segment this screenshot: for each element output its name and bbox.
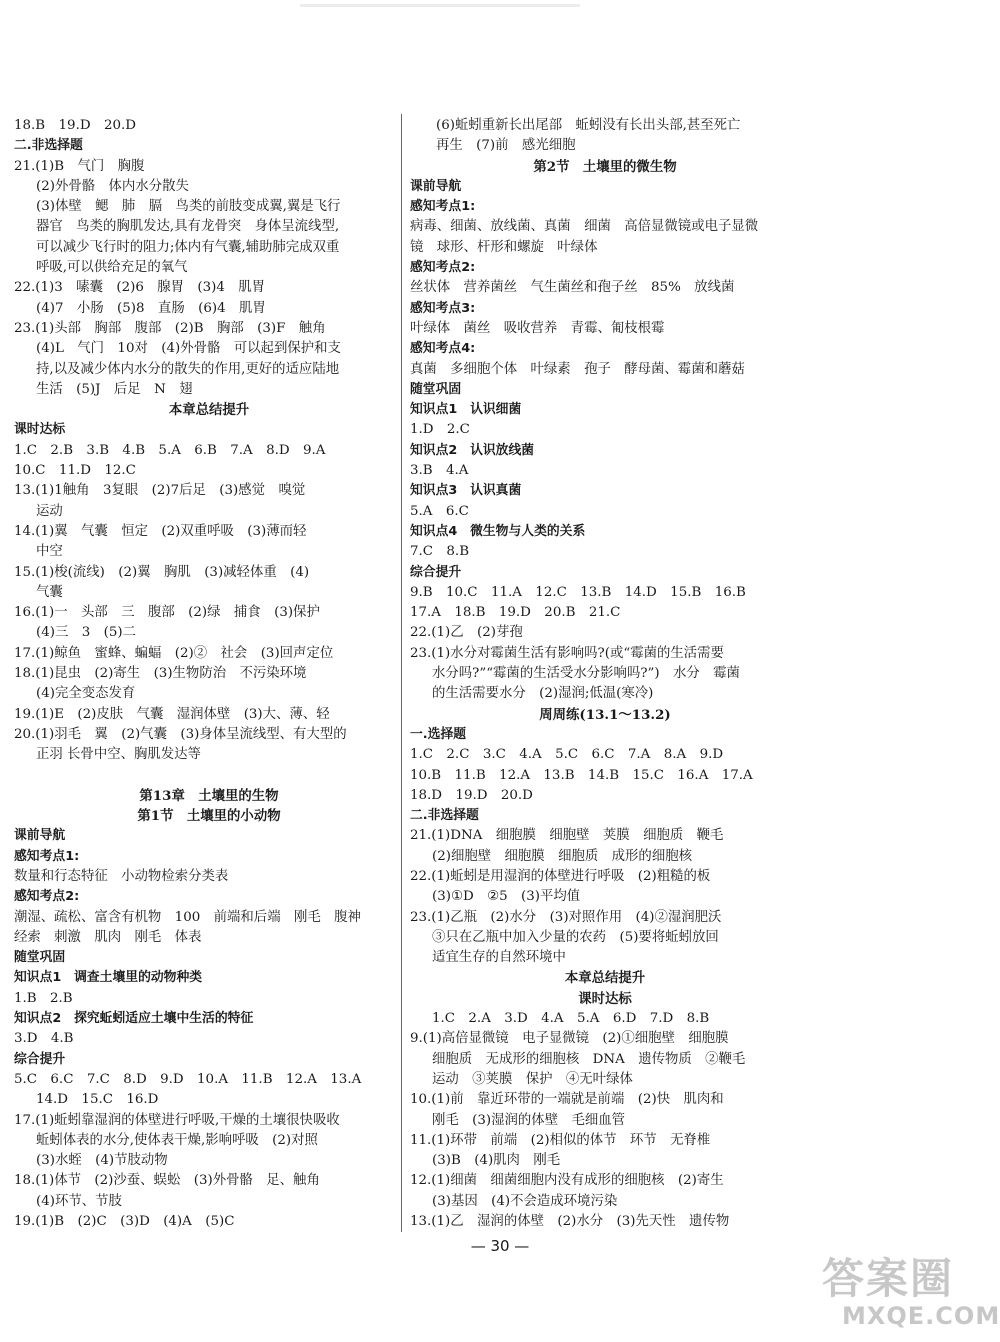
text-line: 9.(1)高倍显微镜 电子显微镜 (2)①细胞壁 细胞膜 <box>410 1031 729 1047</box>
text-line: 17.(1)鲸鱼 蜜蜂、蝙蝠 (2)② 社会 (3)回声定位 <box>14 645 334 661</box>
left-column <box>14 116 404 1232</box>
text-line: 水分吗?”“霉菌的生活受水分影响吗?”) 水分 霉菌 <box>432 666 740 682</box>
text-line: 14.D 15.C 16.D <box>36 1092 159 1108</box>
text-line: 23.(1)水分对霉菌生活有影响吗?(或“霉菌的生活需要 <box>410 645 724 661</box>
text-line: 随堂巩固 <box>14 950 66 966</box>
text-line: 10.C 11.D 12.C <box>14 463 136 479</box>
text-line: 正羽 长骨中空、胸肌发达等 <box>36 747 201 763</box>
text-line: 感知考点4: <box>410 341 476 357</box>
text-line: 生活 (5)J 后足 N 翅 <box>36 381 193 397</box>
text-line: 气囊 <box>36 584 63 600</box>
text-line: 数量和行态特征 小动物检索分类表 <box>14 868 229 884</box>
text-line: 18.(1)昆虫 (2)寄生 (3)生物防治 不污染环境 <box>14 666 307 682</box>
text-line: 课前导航 <box>14 828 66 844</box>
text-line: 3.D 4.B <box>14 1031 74 1047</box>
text-line: 17.A 18.B 19.D 20.B 21.C <box>410 605 621 621</box>
text-line: 18.D 19.D 20.D <box>410 787 533 803</box>
text-line: 5.C 6.C 7.C 8.D 9.D 10.A 11.B 12.A 13.A <box>14 1071 362 1087</box>
text-line: 知识点4 微生物与人类的关系 <box>410 523 586 539</box>
text-line: 随堂巩固 <box>410 381 462 397</box>
text-line: 17.(1)蚯蚓靠湿润的体壁进行呼吸,干燥的土壤很快吸收 <box>14 1112 340 1128</box>
watermark-sub-text: MXQE.COM <box>842 1302 1000 1330</box>
text-line: 感知考点3: <box>410 300 476 316</box>
text-line: (4)7 小肠 (5)8 直肠 (6)4 肌胃 <box>36 300 266 316</box>
text-line: 11.(1)环带 前端 (2)相似的体节 环节 无脊椎 <box>410 1132 711 1148</box>
text-line: (2)细胞壁 细胞膜 细胞质 成形的细胞核 <box>432 848 692 864</box>
text-line: 感知考点2: <box>14 889 80 905</box>
text-line: (4)完全变态发育 <box>36 686 136 702</box>
text-line: 潮湿、疏松、富含有机物 100 前端和后端 刚毛 腹神 <box>14 909 361 925</box>
watermark-main-text: 答案圈 <box>822 1254 955 1303</box>
text-line: 1.D 2.C <box>410 422 470 438</box>
text-line: 13.(1)乙 湿润的体壁 (2)水分 (3)先天性 遗传物 <box>410 1214 730 1230</box>
text-line: 18.B 19.D 20.D <box>14 118 136 133</box>
right-column <box>410 116 800 1232</box>
text-line: 呼吸,可以供给充足的氧气 <box>36 260 188 276</box>
text-line: 22.(1)蚯蚓是用湿润的体壁进行呼吸 (2)粗糙的板 <box>410 868 711 884</box>
text-line: 再生 (7)前 感光细胞 <box>436 138 576 154</box>
text-line: 叶绿体 菌丝 吸收营养 青霉、匍枝根霉 <box>410 320 665 336</box>
text-line: 知识点3 认识真菌 <box>410 483 522 499</box>
text-line: 中空 <box>36 544 63 560</box>
text-line: (3)①D ②5 (3)平均值 <box>432 889 581 905</box>
text-line: 器官 鸟类的胸肌发达,具有龙骨突 身体呈流线型, <box>36 219 340 235</box>
text-line: 第2节 土壤里的微生物 <box>533 158 677 175</box>
text-line: 适宜生存的自然环境中 <box>432 950 566 966</box>
text-line: 第13章 土壤里的生物 <box>139 787 279 804</box>
text-line: 22.(1)乙 (2)芽孢 <box>410 625 523 641</box>
text-line: 10.B 11.B 12.A 13.B 14.B 15.C 16.A 17.A <box>410 767 753 783</box>
text-line: 1.C 2.C 3.C 4.A 5.C 6.C 7.A 8.A 9.D <box>410 747 724 763</box>
text-line: 19.(1)B (2)C (3)D (4)A (5)C <box>14 1214 235 1230</box>
text-line: 21.(1)DNA 细胞膜 细胞壁 荚膜 细胞质 鞭毛 <box>410 828 724 844</box>
text-line: 16.(1)一 头部 三 腹部 (2)绿 捕食 (3)保护 <box>14 605 320 621</box>
text-line: 10.(1)前 靠近环带的一端就是前端 (2)快 肌肉和 <box>410 1092 724 1108</box>
text-line: 本章总结提升 <box>168 402 250 419</box>
text-line: 感知考点2: <box>410 260 476 276</box>
text-line: 知识点2 探究蚯蚓适应土壤中生活的特征 <box>14 1011 254 1027</box>
text-line: 综合提升 <box>14 1051 66 1067</box>
text-line: 13.(1)1触角 3复眼 (2)7后足 (3)感觉 嗅觉 <box>14 483 306 499</box>
text-line: 感知考点1: <box>410 199 476 215</box>
text-line: 20.(1)羽毛 翼 (2)气囊 (3)身体呈流线型、有大型的 <box>14 726 347 742</box>
text-line: 经索 刺激 肌肉 刚毛 体表 <box>14 929 202 945</box>
text-line: 23.(1)头部 胸部 腹部 (2)B 胸部 (3)F 触角 <box>14 320 326 336</box>
text-line: 本章总结提升 <box>564 970 646 987</box>
text-line: 1.C 2.B 3.B 4.B 5.A 6.B 7.A 8.D 9.A <box>14 442 326 458</box>
text-line: (3)体壁 鳃 肺 膈 鸟类的前肢变成翼,翼是飞行 <box>36 199 341 215</box>
text-line: (3)B (4)肌肉 刚毛 <box>432 1153 561 1169</box>
text-line: 3.B 4.A <box>410 463 469 479</box>
text-line: 1.B 2.B <box>14 990 73 1006</box>
text-line: 课前导航 <box>410 178 462 194</box>
text-line: 知识点1 认识细菌 <box>410 402 522 418</box>
text-line <box>14 766 404 786</box>
text-line: (4)三 3 (5)二 <box>36 625 137 641</box>
text-line: 5.A 6.C <box>410 503 469 519</box>
text-line: (3)基因 (4)不会造成环境污染 <box>432 1193 618 1209</box>
text-line: 二.非选择题 <box>14 138 83 154</box>
text-line: 周周练(13.1～13.2) <box>539 706 671 723</box>
text-line: 第1节 土壤里的小动物 <box>137 808 281 825</box>
text-line: 课时达标 <box>14 422 66 438</box>
text-line: 真菌 多细胞个体 叶绿素 孢子 酵母菌、霉菌和蘑菇 <box>410 361 745 377</box>
text-line: 21.(1)B 气门 胸腹 <box>14 158 145 174</box>
text-line: 课时达标 <box>578 990 632 1007</box>
text-line: 的生活需要水分 (2)湿润;低温(寒冷) <box>432 686 654 702</box>
text-line: 15.(1)梭(流线) (2)翼 胸肌 (3)减轻体重 (4) <box>14 564 310 580</box>
text-line: 镜 球形、杆形和螺旋 叶绿体 <box>410 239 598 255</box>
text-line: 细胞质 无成形的细胞核 DNA 遗传物质 ②鞭毛 <box>432 1051 746 1067</box>
text-line: (4)L 气门 10对 (4)外骨骼 可以起到保护和支 <box>36 341 341 357</box>
text-line: 19.(1)E (2)皮肤 气囊 湿润体壁 (3)大、薄、轻 <box>14 706 330 722</box>
scan-smudge <box>300 0 580 12</box>
text-line: ③只在乙瓶中加入少量的农药 (5)要将蚯蚓放回 <box>432 929 719 945</box>
text-line: 刚毛 (3)湿润的体壁 毛细血管 <box>432 1112 626 1128</box>
text-line: 病毒、细菌、放线菌、真菌 细菌 高倍显微镜或电子显微 <box>410 219 759 235</box>
text-line: 运动 ③荚膜 保护 ④无叶绿体 <box>432 1071 633 1087</box>
text-line: 综合提升 <box>410 564 462 580</box>
watermark-logo <box>822 1254 1000 1335</box>
text-line: (3)水蛭 (4)节肢动物 <box>36 1153 168 1169</box>
text-line: 22.(1)3 嗉囊 (2)6 腺胃 (3)4 肌胃 <box>14 280 266 296</box>
text-line: 持,以及减少体内水分的散失的作用,更好的适应陆地 <box>36 361 340 377</box>
text-line: 12.(1)细菌 细菌细胞内没有成形的细胞核 (2)寄生 <box>410 1173 724 1189</box>
text-line: (6)蚯蚓重新长出尾部 蚯蚓没有长出头部,甚至死亡 <box>436 118 741 133</box>
text-line: 1.C 2.A 3.D 4.A 5.A 6.D 7.D 8.B <box>432 1011 710 1027</box>
text-line: 14.(1)翼 气囊 恒定 (2)双重呼吸 (3)薄而轻 <box>14 523 307 539</box>
text-line: 可以减少飞行时的阻力;体内有气囊,辅助肺完成双重 <box>36 239 340 255</box>
text-line: 18.(1)体节 (2)沙蚕、蜈蚣 (3)外骨骼 足、触角 <box>14 1173 320 1189</box>
text-line: 蚯蚓体表的水分,使体表干燥,影响呼吸 (2)对照 <box>36 1132 318 1148</box>
text-line: 7.C 8.B <box>410 544 470 560</box>
text-line: 知识点2 认识放线菌 <box>410 442 535 458</box>
text-line: 运动 <box>36 503 63 519</box>
text-line: 一.选择题 <box>410 726 467 742</box>
text-line: (2)外骨骼 体内水分散失 <box>36 178 189 194</box>
text-line: 9.B 10.C 11.A 12.C 13.B 14.D 15.B 16.B <box>410 584 746 600</box>
text-line: 丝状体 营养菌丝 气生菌丝和孢子丝 85% 放线菌 <box>410 280 735 296</box>
page-number: — 30 — <box>470 1237 530 1255</box>
text-line: 感知考点1: <box>14 848 80 864</box>
text-line: 23.(1)乙瓶 (2)水分 (3)对照作用 (4)②湿润肥沃 <box>410 909 722 925</box>
text-line: 二.非选择题 <box>410 808 479 824</box>
text-line: (4)环节、节肢 <box>36 1193 122 1209</box>
text-line: 知识点1 调查土壤里的动物种类 <box>14 970 203 986</box>
